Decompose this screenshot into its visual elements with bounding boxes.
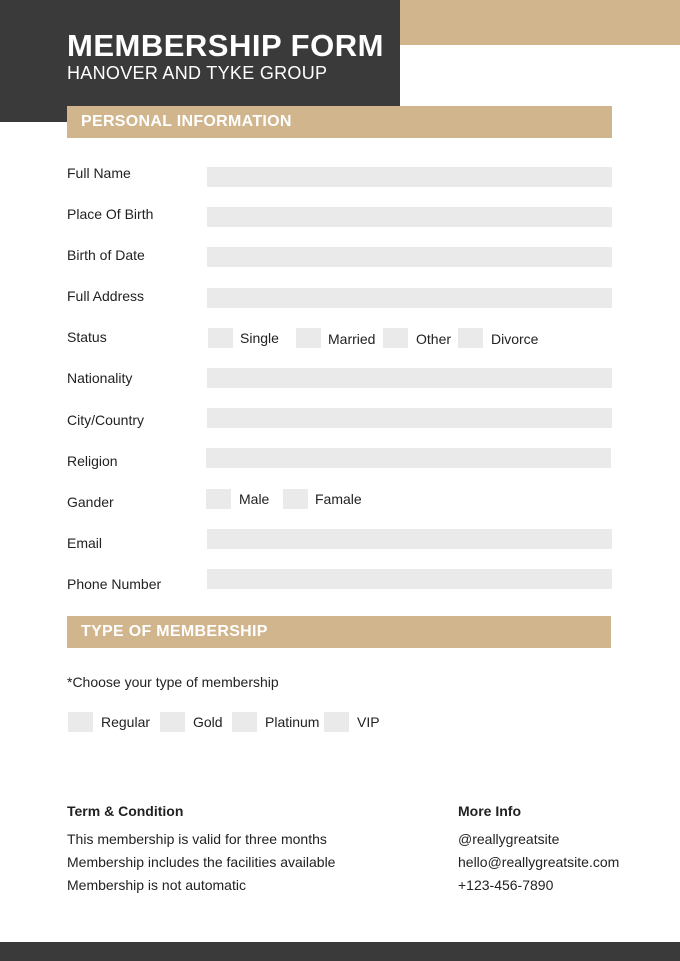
full-address-field[interactable] [207, 288, 612, 308]
terms-line: Membership includes the facilities available [67, 854, 336, 870]
email-text: hello@reallygreatsite.com [458, 854, 620, 870]
membership-vip-checkbox[interactable] [324, 712, 349, 732]
place-of-birth-field[interactable] [207, 207, 612, 227]
terms-line: Membership is not automatic [67, 877, 246, 893]
gander-male-label: Male [239, 491, 270, 507]
membership-section-bar [67, 616, 611, 648]
membership-platinum-label: Platinum [265, 714, 320, 730]
membership-gold-label: Gold [193, 714, 223, 730]
phone-number-field[interactable] [207, 569, 612, 589]
email-label: Email [67, 535, 103, 551]
phone-number-label: Phone Number [67, 576, 162, 592]
terms-heading: Term & Condition [67, 803, 184, 819]
personal-section-bar [67, 106, 612, 138]
membership-note: *Choose your type of membership [67, 674, 279, 690]
status-other-label: Other [416, 331, 452, 347]
website-text: @reallygreatsite [458, 831, 560, 847]
city-country-field[interactable] [207, 408, 612, 428]
membership-section-heading: TYPE OF MEMBERSHIP [81, 623, 268, 640]
terms-line: This membership is valid for three months [67, 831, 327, 847]
phone-text: +123-456-7890 [458, 877, 554, 893]
nationality-label: Nationality [67, 370, 133, 386]
email-field[interactable] [207, 529, 612, 549]
personal-section-heading: PERSONAL INFORMATION [81, 113, 292, 130]
gander-famale-checkbox[interactable] [283, 489, 308, 509]
status-married-checkbox[interactable] [296, 328, 321, 348]
membership-gold-checkbox[interactable] [160, 712, 185, 732]
status-label: Status [67, 329, 107, 345]
membership-vip-label: VIP [357, 714, 380, 730]
gander-famale-label: Famale [315, 491, 362, 507]
religion-label: Religion [67, 453, 118, 469]
header-accent-block [400, 0, 680, 45]
gander-label: Gander [67, 494, 114, 510]
place-of-birth-label: Place Of Birth [67, 206, 154, 222]
full-name-field[interactable] [207, 167, 612, 187]
gander-male-checkbox[interactable] [206, 489, 231, 509]
full-name-label: Full Name [67, 165, 131, 181]
form-title: MEMBERSHIP FORM [67, 28, 384, 63]
birth-of-date-field[interactable] [207, 247, 612, 267]
status-single-checkbox[interactable] [208, 328, 233, 348]
status-other-checkbox[interactable] [383, 328, 408, 348]
footer-bar [0, 942, 680, 961]
nationality-field[interactable] [207, 368, 612, 388]
status-married-label: Married [328, 331, 376, 347]
membership-platinum-checkbox[interactable] [232, 712, 257, 732]
birth-of-date-label: Birth of Date [67, 247, 145, 263]
full-address-label: Full Address [67, 288, 145, 304]
membership-regular-label: Regular [101, 714, 151, 730]
form-subtitle: HANOVER AND TYKE GROUP [67, 63, 328, 83]
status-divorce-label: Divorce [491, 331, 539, 347]
status-single-label: Single [240, 330, 279, 346]
membership-regular-checkbox[interactable] [68, 712, 93, 732]
more-info-heading: More Info [458, 803, 521, 819]
city-country-label: City/Country [67, 412, 145, 428]
religion-field[interactable] [206, 448, 611, 468]
status-divorce-checkbox[interactable] [458, 328, 483, 348]
